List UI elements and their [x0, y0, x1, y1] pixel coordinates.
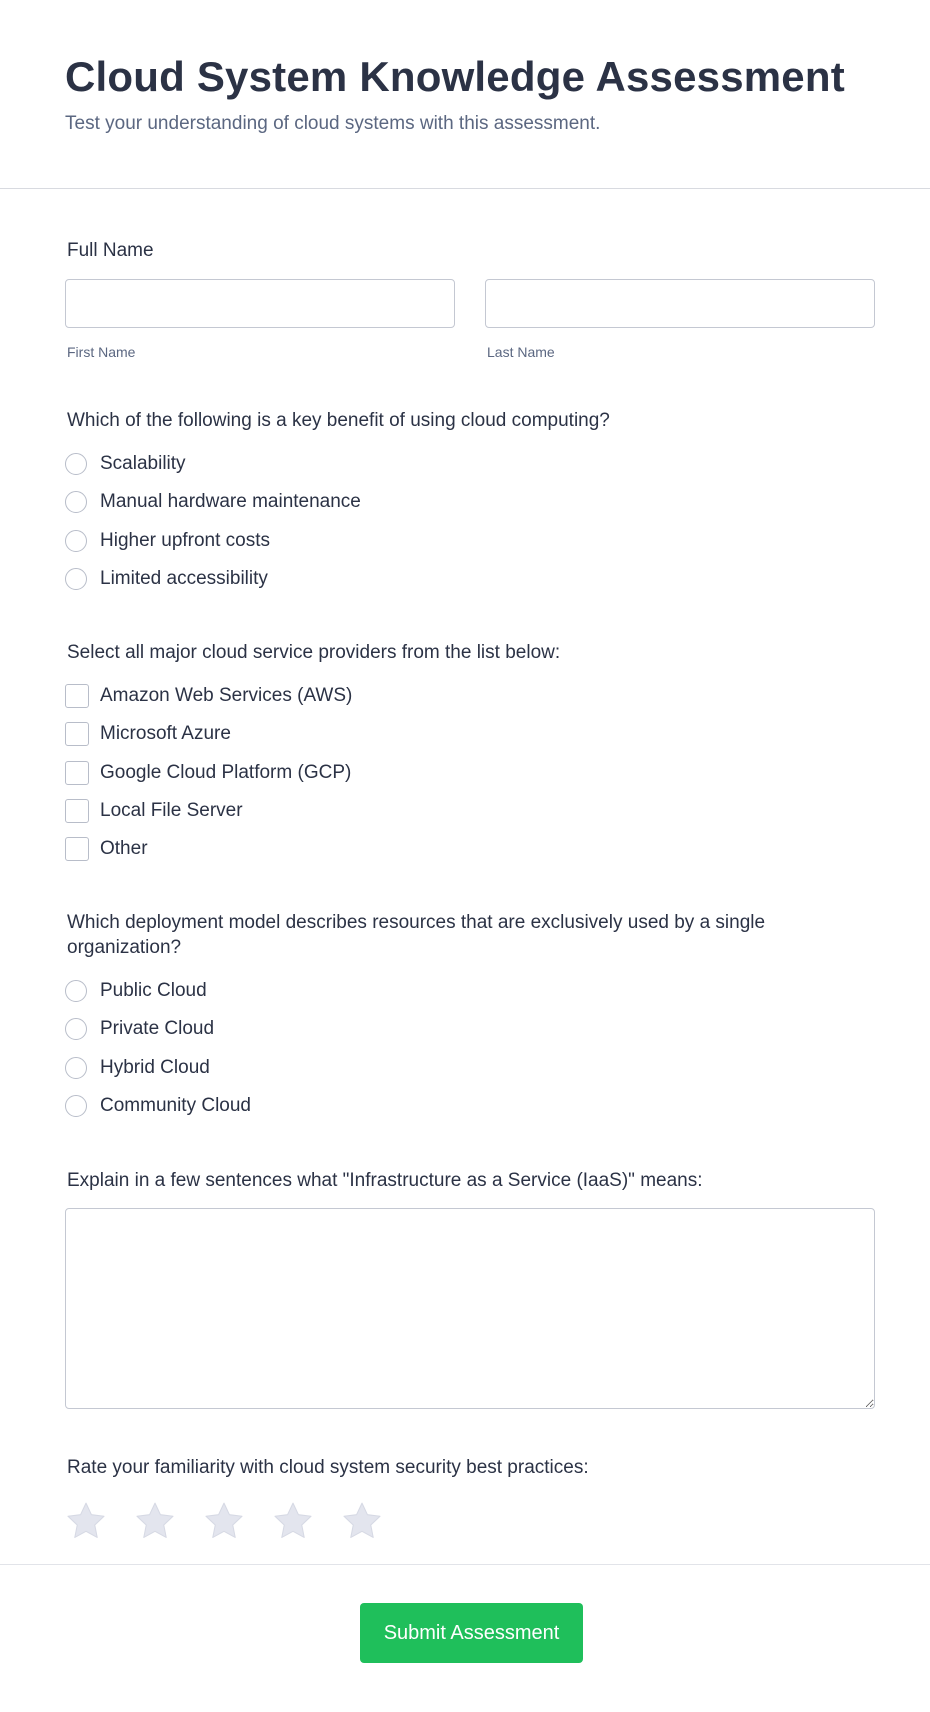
question-iaas-explain: [65, 1168, 875, 1409]
option-label: Manual hardware maintenance: [100, 491, 361, 513]
question-label: Explain in a few sentences what "Infrastructure as a Service (IaaS)" means:: [67, 1170, 703, 1191]
radio-button[interactable]: [65, 980, 87, 1002]
full-name-label: Full Name: [67, 240, 154, 261]
last-name-input[interactable]: [485, 279, 875, 328]
radio-option[interactable]: [65, 522, 875, 560]
checkbox[interactable]: [65, 799, 89, 823]
radio-option[interactable]: [65, 1010, 875, 1048]
question-label: Select all major cloud service providers from the list below:: [67, 642, 561, 663]
radio-button[interactable]: [65, 1095, 87, 1117]
radio-button[interactable]: [65, 530, 87, 552]
iaas-answer-textarea[interactable]: [65, 1208, 875, 1409]
option-label: Higher upfront costs: [100, 529, 271, 551]
full-name-question: [65, 238, 875, 360]
star-icon[interactable]: [134, 1500, 176, 1542]
checkbox[interactable]: [65, 761, 89, 785]
option-label: Community Cloud: [100, 1095, 251, 1117]
star-icon[interactable]: [272, 1500, 314, 1542]
checkbox-option[interactable]: [65, 677, 875, 715]
option-label: Private Cloud: [100, 1018, 215, 1040]
page-title: Cloud System Knowledge Assessment: [65, 53, 845, 100]
radio-option[interactable]: [65, 483, 875, 521]
checkbox[interactable]: [65, 837, 89, 861]
option-label: Scalability: [100, 453, 186, 475]
question-label: Which deployment model describes resources that are exclusively used by a single organization?: [67, 912, 766, 958]
checkbox-option[interactable]: [65, 792, 875, 830]
submit-assessment-button[interactable]: Submit Assessment: [360, 1603, 583, 1663]
radio-option[interactable]: [65, 445, 875, 483]
page-subtitle: Test your understanding of cloud systems with this assessment.: [65, 113, 601, 134]
radio-option[interactable]: [65, 1049, 875, 1087]
checkbox[interactable]: [65, 684, 89, 708]
radio-option[interactable]: [65, 972, 875, 1010]
question-label: Rate your familiarity with cloud system security best practices:: [67, 1457, 589, 1478]
option-label: Public Cloud: [100, 980, 207, 1002]
option-label: Local File Server: [100, 800, 243, 822]
question-cloud-benefit: [65, 408, 875, 598]
radio-button[interactable]: [65, 491, 87, 513]
radio-button[interactable]: [65, 1057, 87, 1079]
star-icon[interactable]: [65, 1500, 107, 1542]
radio-option[interactable]: [65, 560, 875, 598]
option-label: Other: [100, 838, 148, 860]
checkbox[interactable]: [65, 722, 89, 746]
radio-option[interactable]: [65, 1087, 875, 1125]
star-icon[interactable]: [203, 1500, 245, 1542]
option-label: Microsoft Azure: [100, 723, 231, 745]
radio-button[interactable]: [65, 453, 87, 475]
radio-button[interactable]: [65, 568, 87, 590]
radio-button[interactable]: [65, 1018, 87, 1040]
star-rating: [65, 1500, 875, 1542]
checkbox-option[interactable]: [65, 715, 875, 753]
question-security-rating: [65, 1455, 875, 1542]
checkbox-option[interactable]: [65, 830, 875, 868]
option-label: Hybrid Cloud: [100, 1056, 210, 1078]
form-footer: [0, 1564, 930, 1712]
option-label: Amazon Web Services (AWS): [100, 685, 353, 707]
checkbox-option[interactable]: [65, 754, 875, 792]
first-name-input[interactable]: [65, 279, 455, 328]
option-label: Limited accessibility: [100, 568, 268, 590]
form-header: [0, 0, 930, 189]
question-cloud-providers: [65, 640, 875, 868]
star-icon[interactable]: [341, 1500, 383, 1542]
last-name-sublabel: Last Name: [487, 344, 555, 360]
question-deployment-model: [65, 910, 875, 1125]
option-label: Google Cloud Platform (GCP): [100, 761, 352, 783]
first-name-sublabel: First Name: [67, 344, 136, 360]
question-label: Which of the following is a key benefit of using cloud computing?: [67, 410, 610, 431]
